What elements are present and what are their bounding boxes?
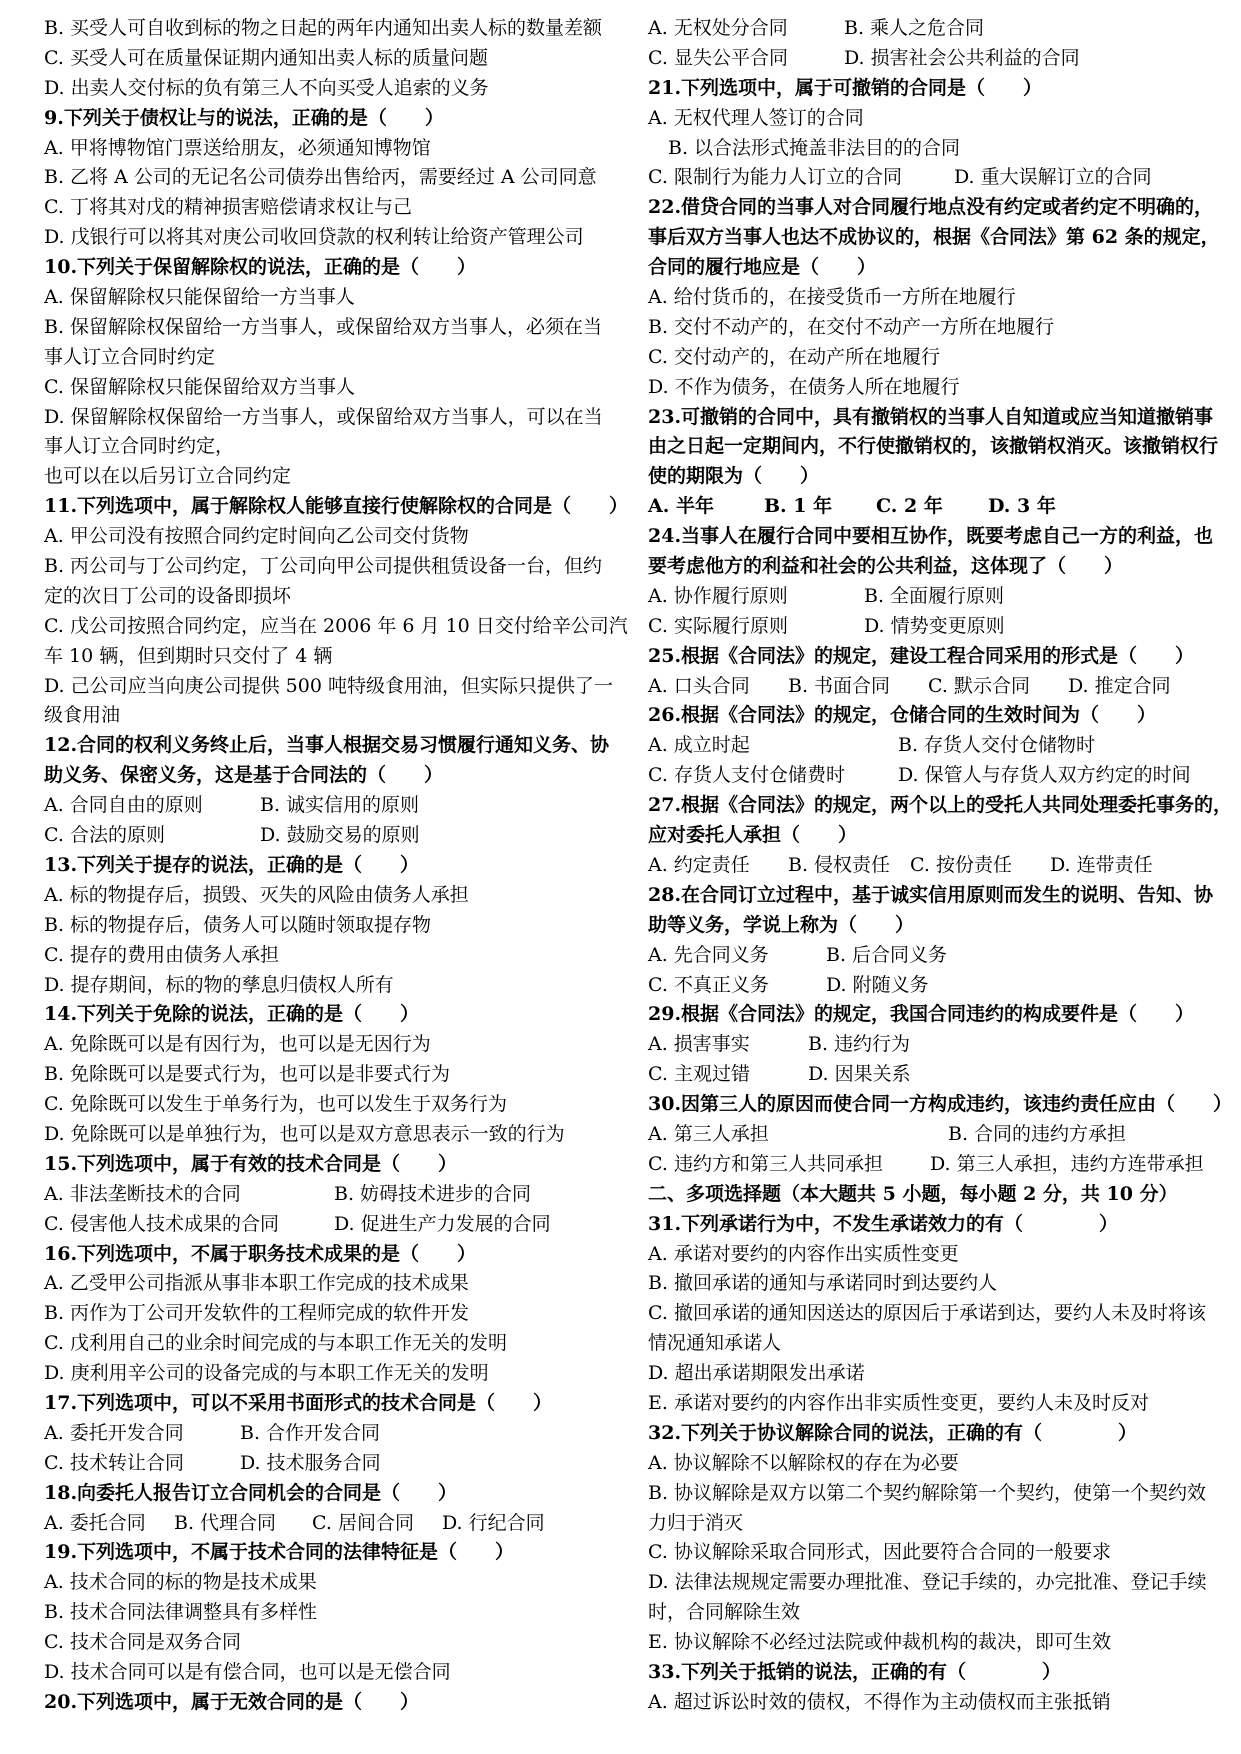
option-text: C. 限制行为能力人订立的合同 bbox=[648, 166, 902, 189]
option-text: E. 承诺对要约的内容作出非实质性变更，要约人未及时反对 bbox=[648, 1391, 1149, 1414]
option-text: C. 保留解除权只能保留给双方当事人 bbox=[44, 375, 355, 398]
option-text: A. 协作履行原则 bbox=[648, 584, 788, 607]
option-text: A. 乙受甲公司指派从事非本职工作完成的技术成果 bbox=[44, 1272, 469, 1295]
option-row bbox=[648, 971, 1218, 1001]
option-text: C. 主观过错 bbox=[648, 1063, 750, 1086]
question-text: 使的期限为（ ） bbox=[648, 465, 820, 488]
option-text: B. 乘人之危合同 bbox=[844, 17, 985, 39]
option-text: A. 协议解除不以解除权的存在为必要 bbox=[648, 1451, 959, 1474]
question-text: 24.当事人在履行合同中要相互协作，既要考虑自己一方的利益，也 bbox=[648, 525, 1214, 548]
option-text: D. 重大误解订立的合同 bbox=[954, 166, 1152, 189]
option-text: B. 侵权责任 bbox=[788, 853, 891, 876]
option-text: D. 保留解除权保留给一方当事人，或保留给双方当事人，可以在当 bbox=[44, 405, 603, 428]
option-text: A. 合同自由的原则 bbox=[44, 794, 203, 817]
option-text: A. 委托开发合同 bbox=[44, 1421, 184, 1444]
question-text: 31.下列承诺行为中，不发生承诺效力的有（ ） bbox=[648, 1212, 1119, 1235]
option-text: A. 甲公司没有按照合同约定时间向乙公司交付货物 bbox=[44, 525, 469, 548]
question-text: 22.借贷合同的当事人对合同履行地点没有约定或者约定不明确的， bbox=[648, 196, 1214, 219]
question-text: 事后双方当事人也达不成协议的，根据《合同法》第 62 条的规定， bbox=[648, 226, 1220, 249]
option-row bbox=[648, 163, 1218, 193]
option-row bbox=[44, 821, 614, 851]
option-text: A. 损害事实 bbox=[648, 1033, 750, 1056]
option-text: A. 非法垄断技术的合同 bbox=[44, 1182, 241, 1205]
section-heading: 二、多项选择题（本大题共 5 小题，每小题 2 分，共 10 分） bbox=[648, 1182, 1178, 1205]
question-text: 17.下列选项中，可以不采用书面形式的技术合同是（ ） bbox=[44, 1391, 553, 1414]
option-text: B. 违约行为 bbox=[808, 1033, 911, 1056]
option-row bbox=[44, 1180, 614, 1210]
option-row bbox=[648, 1030, 1218, 1060]
option-text: C. 撤回承诺的通知因送达的原因后于承诺到达，要约人未及时将该 bbox=[648, 1302, 1206, 1325]
option-text: C. 戊利用自己的业余时间完成的与本职工作无关的发明 bbox=[44, 1332, 507, 1355]
question-text: 25.根据《合同法》的规定，建设工程合同采用的形式是（ ） bbox=[648, 644, 1195, 667]
question-text: 27.根据《合同法》的规定，两个以上的受托人共同处理委托事务的， bbox=[648, 794, 1233, 817]
right-column bbox=[648, 14, 1233, 1718]
option-text: B. 保留解除权保留给一方当事人，或保留给双方当事人，必须在当 bbox=[44, 315, 603, 338]
question-text: 19.下列选项中，不属于技术合同的法律特征是（ ） bbox=[44, 1541, 515, 1564]
option-text: C. 提存的费用由债务人承担 bbox=[44, 943, 279, 966]
option-row bbox=[648, 582, 1218, 612]
option-text: D. 技术服务合同 bbox=[240, 1451, 381, 1474]
question-text: 29.根据《合同法》的规定，我国合同违约的构成要件是（ ） bbox=[648, 1003, 1195, 1026]
question-text: 13.下列关于提存的说法，正确的是（ ） bbox=[44, 853, 420, 876]
option-text: D. 因果关系 bbox=[808, 1063, 911, 1086]
option-row bbox=[44, 1210, 614, 1240]
question-text: 21.下列选项中，属于可撤销的合同是（ ） bbox=[648, 76, 1043, 99]
option-text: D. 技术合同可以是有偿合同，也可以是无偿合同 bbox=[44, 1660, 451, 1683]
option-row bbox=[648, 492, 1218, 522]
option-text: B. 以合法形式掩盖非法目的的合同 bbox=[668, 136, 961, 159]
option-text: C. 丁将其对戊的精神损害赔偿请求权让与己 bbox=[44, 196, 412, 219]
question-text: 23.可撤销的合同中，具有撤销权的当事人自知道或应当知道撤销事 bbox=[648, 405, 1214, 428]
question-text: 33.下列关于抵销的说法，正确的有（ ） bbox=[648, 1660, 1062, 1683]
option-text: C. 免除既可以发生于单务行为，也可以发生于双务行为 bbox=[44, 1093, 507, 1116]
option-text: A. 先合同义务 bbox=[648, 943, 769, 966]
option-text: D. 损害社会公共利益的合同 bbox=[844, 46, 1080, 69]
option-text: D. 己公司应当向庚公司提供 500 吨特级食用油，但实际只提供了一 bbox=[44, 674, 613, 697]
option-text: A. 甲将博物馆门票送给朋友，必须通知博物馆 bbox=[44, 136, 431, 159]
option-text: B. 标的物提存后，债务人可以随时领取提存物 bbox=[44, 913, 432, 936]
option-text: B. 技术合同法律调整具有多样性 bbox=[44, 1601, 318, 1624]
option-text: B. 买受人可自收到标的物之日起的两年内通知出卖人标的数量差额 bbox=[44, 17, 603, 39]
option-text: D. 不作为债务，在债务人所在地履行 bbox=[648, 375, 960, 398]
option-text: E. 协议解除不必经过法院或仲裁机构的裁决，即可生效 bbox=[648, 1631, 1111, 1654]
option-text: D. 3 年 bbox=[988, 495, 1056, 518]
option-text: B. 全面履行原则 bbox=[864, 584, 1005, 607]
option-text: A. 半年 bbox=[648, 495, 714, 518]
option-text: 车 10 辆，但到期时只交付了 4 辆 bbox=[44, 644, 333, 667]
question-text: 9.下列关于债权让与的说法，正确的是（ ） bbox=[44, 106, 444, 129]
option-text: C. 2 年 bbox=[876, 495, 943, 518]
option-row bbox=[648, 672, 1218, 702]
option-row bbox=[648, 851, 1218, 881]
option-row bbox=[44, 1419, 614, 1449]
option-text: 情况通知承诺人 bbox=[648, 1332, 782, 1355]
left-column bbox=[44, 14, 629, 1718]
option-text: C. 技术转让合同 bbox=[44, 1451, 184, 1474]
option-text: C. 存货人支付仓储费时 bbox=[648, 764, 845, 787]
option-text: A. 技术合同的标的物是技术成果 bbox=[44, 1571, 317, 1594]
option-text: A. 口头合同 bbox=[648, 674, 750, 697]
question-text: 由之日起一定期间内，不行使撤销权的，该撤销权消灭。该撤销权行 bbox=[648, 435, 1219, 458]
option-text: A. 保留解除权只能保留给一方当事人 bbox=[44, 286, 355, 309]
option-text: D. 提存期间，标的物的孳息归债权人所有 bbox=[44, 973, 394, 996]
option-text: B. 妨碍技术进步的合同 bbox=[334, 1182, 532, 1205]
question-text: 10.下列关于保留解除权的说法，正确的是（ ） bbox=[44, 256, 477, 279]
option-text: D. 连带责任 bbox=[1050, 853, 1153, 876]
option-text: A. 免除既可以是有因行为，也可以是无因行为 bbox=[44, 1033, 431, 1056]
question-text: 要考虑他方的利益和社会的公共利益，这体现了（ ） bbox=[648, 555, 1124, 578]
option-text: 级食用油 bbox=[44, 704, 121, 727]
option-text: D. 附随义务 bbox=[826, 973, 929, 996]
option-text: B. 诚实信用的原则 bbox=[260, 794, 420, 817]
option-text: C. 居间合同 bbox=[312, 1511, 414, 1534]
question-text: 26.根据《合同法》的规定，仓储合同的生效时间为（ ） bbox=[648, 704, 1157, 727]
option-text: A. 无权代理人签订的合同 bbox=[648, 106, 864, 129]
option-row bbox=[648, 612, 1218, 642]
question-text: 应对委托人承担（ ） bbox=[648, 824, 858, 847]
option-text: 时，合同解除生效 bbox=[648, 1601, 801, 1624]
question-text: 12.合同的权利义务终止后，当事人根据交易习惯履行通知义务、协 bbox=[44, 734, 610, 757]
option-text: C. 默示合同 bbox=[928, 674, 1030, 697]
option-row bbox=[648, 14, 1218, 44]
option-text: 定的次日丁公司的设备即损坏 bbox=[44, 584, 292, 607]
option-text: C. 不真正义务 bbox=[648, 973, 769, 996]
option-text: C. 显失公平合同 bbox=[648, 46, 788, 69]
question-text: 16.下列选项中，不属于职务技术成果的是（ ） bbox=[44, 1242, 477, 1265]
option-text: A. 标的物提存后，损毁、灭失的风险由债务人承担 bbox=[44, 883, 469, 906]
option-text: C. 戊公司按照合同约定，应当在 2006 年 6 月 10 日交付给辛公司汽 bbox=[44, 614, 628, 637]
option-text: B. 乙将 A 公司的无记名公司债券出售给丙，需要经过 A 公司同意 bbox=[44, 166, 597, 189]
option-text: D. 出卖人交付标的负有第三人不向买受人追索的义务 bbox=[44, 76, 489, 99]
option-text: B. 存货人交付仓储物时 bbox=[898, 734, 1096, 757]
option-text: A. 超过诉讼时效的债权，不得作为主动债权而主张抵销 bbox=[648, 1690, 1111, 1713]
option-text: C. 合法的原则 bbox=[44, 824, 165, 847]
option-text: C. 实际履行原则 bbox=[648, 614, 788, 637]
option-row bbox=[44, 1449, 614, 1479]
option-text: C. 协议解除采取合同形式，因此要符合合同的一般要求 bbox=[648, 1541, 1111, 1564]
option-text: D. 超出承诺期限发出承诺 bbox=[648, 1362, 865, 1385]
option-text: A. 第三人承担 bbox=[648, 1122, 769, 1145]
option-text: D. 庚利用辛公司的设备完成的与本职工作无关的发明 bbox=[44, 1362, 489, 1385]
option-text: D. 鼓励交易的原则 bbox=[260, 824, 420, 847]
option-text: D. 行纪合同 bbox=[442, 1511, 545, 1534]
option-text: B. 撤回承诺的通知与承诺同时到达要约人 bbox=[648, 1272, 998, 1295]
option-text: B. 丙作为丁公司开发软件的工程师完成的软件开发 bbox=[44, 1302, 470, 1325]
option-row bbox=[44, 791, 614, 821]
option-row bbox=[44, 1509, 614, 1539]
option-text: 事人订立合同时约定 bbox=[44, 345, 216, 368]
option-text: 力归于消灭 bbox=[648, 1511, 744, 1534]
option-text: D. 免除既可以是单独行为，也可以是双方意思表示一致的行为 bbox=[44, 1122, 565, 1145]
question-text: 30.因第三人的原因而使合同一方构成违约，该违约责任应由（ ） bbox=[648, 1093, 1233, 1116]
option-text: C. 买受人可在质量保证期内通知出卖人标的质量问题 bbox=[44, 46, 488, 69]
question-text: 28.在合同订立过程中，基于诚实信用原则而发生的说明、告知、协 bbox=[648, 883, 1214, 906]
option-text: B. 后合同义务 bbox=[826, 943, 948, 966]
option-text: C. 按份责任 bbox=[910, 853, 1012, 876]
option-text: C. 技术合同是双务合同 bbox=[44, 1631, 241, 1654]
option-row bbox=[648, 731, 1218, 761]
option-text: A. 成立时起 bbox=[648, 734, 750, 757]
question-text: 合同的履行地应是（ ） bbox=[648, 256, 877, 279]
option-row bbox=[648, 44, 1218, 74]
option-text: D. 第三人承担，违约方连带承担 bbox=[930, 1152, 1204, 1175]
option-text: D. 情势变更原则 bbox=[864, 614, 1005, 637]
option-row bbox=[648, 1060, 1218, 1090]
question-text: 助等义务，学说上称为（ ） bbox=[648, 913, 915, 936]
option-text: B. 合同的违约方承担 bbox=[948, 1122, 1127, 1145]
question-text: 15.下列选项中，属于有效的技术合同是（ ） bbox=[44, 1152, 458, 1175]
option-text: A. 给付货币的，在接受货币一方所在地履行 bbox=[648, 286, 1016, 309]
option-text: C. 交付动产的，在动产所在地履行 bbox=[648, 345, 940, 368]
question-text: 20.下列选项中，属于无效合同的是（ ） bbox=[44, 1690, 420, 1713]
option-text: A. 无权处分合同 bbox=[648, 17, 788, 39]
option-row bbox=[648, 941, 1218, 971]
option-text: B. 协议解除是双方以第二个契约解除第一个契约，使第一个契约效 bbox=[648, 1481, 1207, 1504]
question-text: 18.向委托人报告订立合同机会的合同是（ ） bbox=[44, 1481, 458, 1504]
option-text: B. 代理合同 bbox=[174, 1511, 277, 1534]
question-text: 32.下列关于协议解除合同的说法，正确的有（ ） bbox=[648, 1421, 1138, 1444]
question-text: 11.下列选项中，属于解除权人能够直接行使解除权的合同是（ ） bbox=[44, 495, 629, 518]
option-text: 也可以在以后另订立合同约定 bbox=[44, 465, 292, 488]
option-text: 事人订立合同时约定， bbox=[44, 435, 235, 458]
option-text: A. 约定责任 bbox=[648, 853, 750, 876]
option-text: D. 保管人与存货人双方约定的时间 bbox=[898, 764, 1191, 787]
option-text: C. 侵害他人技术成果的合同 bbox=[44, 1212, 279, 1235]
option-text: B. 丙公司与丁公司约定，丁公司向甲公司提供租赁设备一台，但约 bbox=[44, 555, 603, 578]
option-text: D. 促进生产力发展的合同 bbox=[334, 1212, 551, 1235]
option-row bbox=[648, 761, 1218, 791]
option-text: B. 1 年 bbox=[764, 495, 833, 518]
option-text: B. 免除既可以是要式行为，也可以是非要式行为 bbox=[44, 1063, 451, 1086]
option-text: D. 戊银行可以将其对庚公司收回贷款的权利转让给资产管理公司 bbox=[44, 226, 584, 249]
question-text: 助义务、保密义务，这是基于合同法的（ ） bbox=[44, 764, 444, 787]
option-text: A. 委托合同 bbox=[44, 1511, 146, 1534]
option-text: A. 承诺对要约的内容作出实质性变更 bbox=[648, 1242, 959, 1265]
option-text: D. 法律法规规定需要办理批准、登记手续的，办完批准、登记手续 bbox=[648, 1571, 1207, 1594]
option-text: D. 推定合同 bbox=[1068, 674, 1171, 697]
option-text: B. 书面合同 bbox=[788, 674, 891, 697]
option-row bbox=[648, 1150, 1218, 1180]
option-text: C. 违约方和第三人共同承担 bbox=[648, 1152, 883, 1175]
option-text: B. 合作开发合同 bbox=[240, 1421, 381, 1444]
option-row bbox=[648, 1120, 1218, 1150]
option-text: B. 交付不动产的，在交付不动产一方所在地履行 bbox=[648, 315, 1055, 338]
question-text: 14.下列关于免除的说法，正确的是（ ） bbox=[44, 1003, 420, 1026]
